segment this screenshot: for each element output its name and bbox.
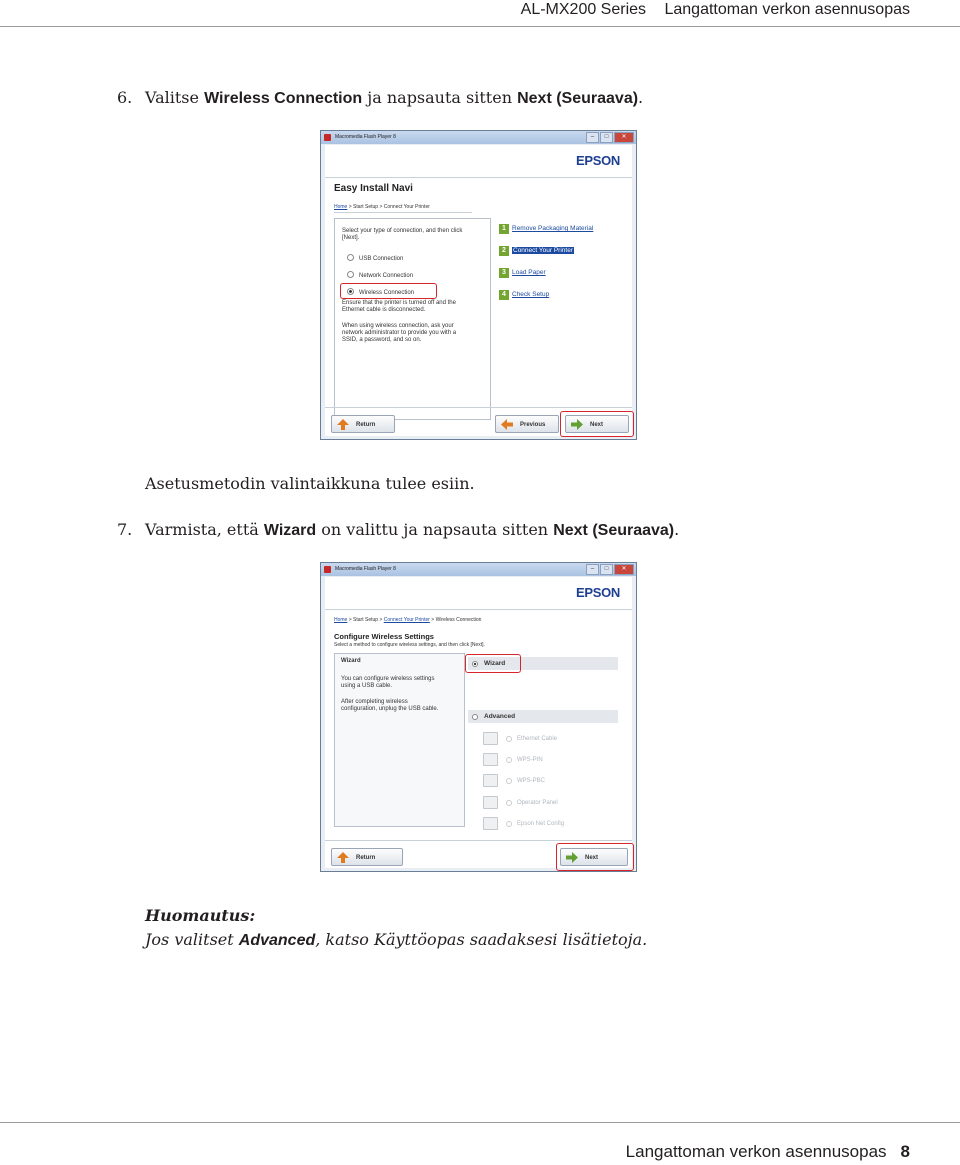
option-label: WPS-PBC <box>517 778 546 785</box>
app-title: Easy Install Navi <box>334 183 413 194</box>
step-text: Valitse <box>145 88 205 107</box>
step-link-load-paper[interactable]: Load Paper <box>512 269 546 276</box>
page-number: 8 <box>900 1142 910 1161</box>
divider <box>325 407 632 408</box>
minimize-icon[interactable]: – <box>586 564 599 575</box>
ensure-note: Ensure that the printer is turned off and the <box>342 300 456 306</box>
antenna-icon <box>483 774 498 787</box>
divider <box>334 212 472 213</box>
arrow-left-icon <box>501 419 513 430</box>
option-label: WPS-PIN <box>517 757 543 764</box>
radio-icon <box>506 736 512 742</box>
breadcrumb-connect-link[interactable]: Connect Your Printer <box>383 617 430 623</box>
arrow-up-icon <box>337 419 349 430</box>
panel-heading: Wizard <box>341 658 361 664</box>
ui-term: Advanced <box>238 932 316 949</box>
radio-icon <box>506 821 512 827</box>
next-label: Next <box>590 422 604 428</box>
step-badge: 1 <box>499 224 509 234</box>
app-client-area <box>325 145 632 436</box>
control-panel-icon <box>483 796 498 809</box>
step-badge: 4 <box>499 290 509 300</box>
return-label: Return <box>356 422 376 428</box>
previous-button[interactable] <box>495 415 559 433</box>
step-number: 6. <box>117 88 133 107</box>
breadcrumb-rest: > Wireless Connection <box>429 617 482 623</box>
step-link-check-setup[interactable]: Check Setup <box>512 291 550 298</box>
close-icon[interactable]: ✕ <box>614 564 634 575</box>
step-6 <box>117 88 643 108</box>
footer-guide: Langattoman verkon asennusopas <box>625 1142 887 1161</box>
breadcrumb-mid: > Start Setup > <box>347 617 384 623</box>
usb-connection-radio[interactable]: USB Connection <box>347 254 403 262</box>
step-badge: 3 <box>499 268 509 278</box>
breadcrumb <box>334 204 430 210</box>
step-text: . <box>674 520 680 539</box>
ui-term: Next (Seuraava) <box>553 522 675 539</box>
option-label: Operator Panel <box>517 800 558 807</box>
step-link-connect-printer[interactable]: Connect Your Printer <box>513 247 573 254</box>
dialog-title: Configure Wireless Settings <box>334 632 434 641</box>
step-7 <box>117 520 679 540</box>
step-text: ja napsauta sitten <box>362 88 518 107</box>
info-note: When using wireless connection, ask your <box>342 323 454 329</box>
return-label: Return <box>356 855 376 861</box>
highlight-wizard <box>465 654 521 673</box>
running-footer <box>626 1142 910 1162</box>
previous-label: Previous <box>520 422 546 428</box>
panel-text: You can configure wireless settings <box>341 676 435 682</box>
maximize-icon[interactable]: □ <box>600 564 613 575</box>
footer-rule <box>0 1122 960 1123</box>
breadcrumb-rest: > Start Setup > Connect Your Printer <box>347 204 430 210</box>
breadcrumb-home-link[interactable]: Home <box>334 204 348 210</box>
divider <box>325 840 632 841</box>
window-titlebar <box>321 131 636 144</box>
screenshot-configure-wireless <box>320 562 637 872</box>
header-guide: Langattoman verkon asennusopas <box>664 1 910 18</box>
radio-icon <box>506 757 512 763</box>
radio-icon <box>506 800 512 806</box>
option-label: Ethernet Cable <box>517 736 558 743</box>
note-text-part: Jos valitset <box>145 930 239 949</box>
step-number: 7. <box>117 520 133 539</box>
wps-pbc-option[interactable] <box>483 774 545 788</box>
network-connection-radio[interactable]: Network Connection <box>347 271 413 279</box>
app-client-area <box>325 577 632 868</box>
breadcrumb-home-link[interactable]: Home <box>334 617 348 623</box>
close-icon[interactable]: ✕ <box>614 132 634 143</box>
epson-logo: EPSON <box>575 153 620 168</box>
window-titlebar <box>321 563 636 576</box>
ui-term: Wizard <box>263 522 317 539</box>
step-badge: 2 <box>499 246 509 256</box>
antenna-icon <box>483 753 498 766</box>
return-button[interactable] <box>331 848 403 866</box>
network-icon <box>483 732 498 745</box>
info-note: network administrator to provide you with a <box>342 330 457 336</box>
operator-panel-option[interactable] <box>483 796 558 810</box>
window-title: Macromedia Flash Player 8 <box>335 566 396 572</box>
divider <box>325 177 632 178</box>
arrow-up-icon <box>337 852 349 863</box>
step-text: Varmista, että <box>145 520 264 539</box>
ui-term: Next (Seuraava) <box>517 90 639 107</box>
ensure-note: Ethernet cable is disconnected. <box>342 307 426 313</box>
step-text: on valittu ja napsauta sitten <box>316 520 554 539</box>
wireless-connection-radio[interactable]: Wireless Connection <box>347 288 414 296</box>
prompt-line: [Next]. <box>342 235 360 241</box>
panel-text: After completing wireless <box>341 699 408 705</box>
highlight-next <box>560 411 634 437</box>
flash-icon <box>324 566 331 573</box>
epson-logo: EPSON <box>575 585 620 600</box>
description-panel <box>334 653 465 827</box>
minimize-icon[interactable]: – <box>586 132 599 143</box>
screenshot-easy-install-navi <box>320 130 637 440</box>
prompt-line: Select your type of connection, and then click <box>342 228 463 234</box>
next-label: Next <box>585 855 599 861</box>
running-header <box>507 0 910 26</box>
step-link-remove-packaging[interactable]: Remove Packaging Material <box>512 225 594 232</box>
wps-pin-option[interactable] <box>483 753 543 767</box>
ethernet-cable-option[interactable] <box>483 732 557 746</box>
option-label: Epson Net Config <box>517 821 565 828</box>
note-text <box>145 930 647 950</box>
header-product: AL-MX200 Series <box>520 1 647 18</box>
epson-net-config-option[interactable] <box>483 817 564 831</box>
flash-icon <box>324 134 331 141</box>
note-title: Huomautus: <box>145 906 256 925</box>
note-text-part: , katso Käyttöopas saadaksesi lisätietoja. <box>315 930 648 949</box>
highlight-next <box>556 843 634 871</box>
maximize-icon[interactable]: □ <box>600 132 613 143</box>
radio-icon <box>506 778 512 784</box>
return-button[interactable] <box>331 415 395 433</box>
connection-panel <box>334 218 491 420</box>
ui-term: Wireless Connection <box>204 90 363 107</box>
info-note: SSID, a password, and so on. <box>342 337 422 343</box>
wizard-option[interactable]: Wizard <box>468 657 618 670</box>
window-controls <box>586 132 634 143</box>
dialog-subtitle: Select a method to configure wireless settings, and then click [Next]. <box>334 642 485 648</box>
panel-text: using a USB cable. <box>341 683 393 689</box>
highlight-wireless-connection <box>340 283 437 299</box>
breadcrumb <box>334 617 481 623</box>
window-title: Macromedia Flash Player 8 <box>335 134 396 140</box>
advanced-option[interactable]: Advanced <box>468 710 618 723</box>
step-text: . <box>638 88 644 107</box>
panel-text: configuration, unplug the USB cable. <box>341 706 439 712</box>
result-text: Asetusmetodin valintaikkuna tulee esiin. <box>145 474 475 493</box>
divider <box>325 609 632 610</box>
window-controls <box>586 564 634 575</box>
header-rule <box>0 26 960 27</box>
computer-icon <box>483 817 498 830</box>
